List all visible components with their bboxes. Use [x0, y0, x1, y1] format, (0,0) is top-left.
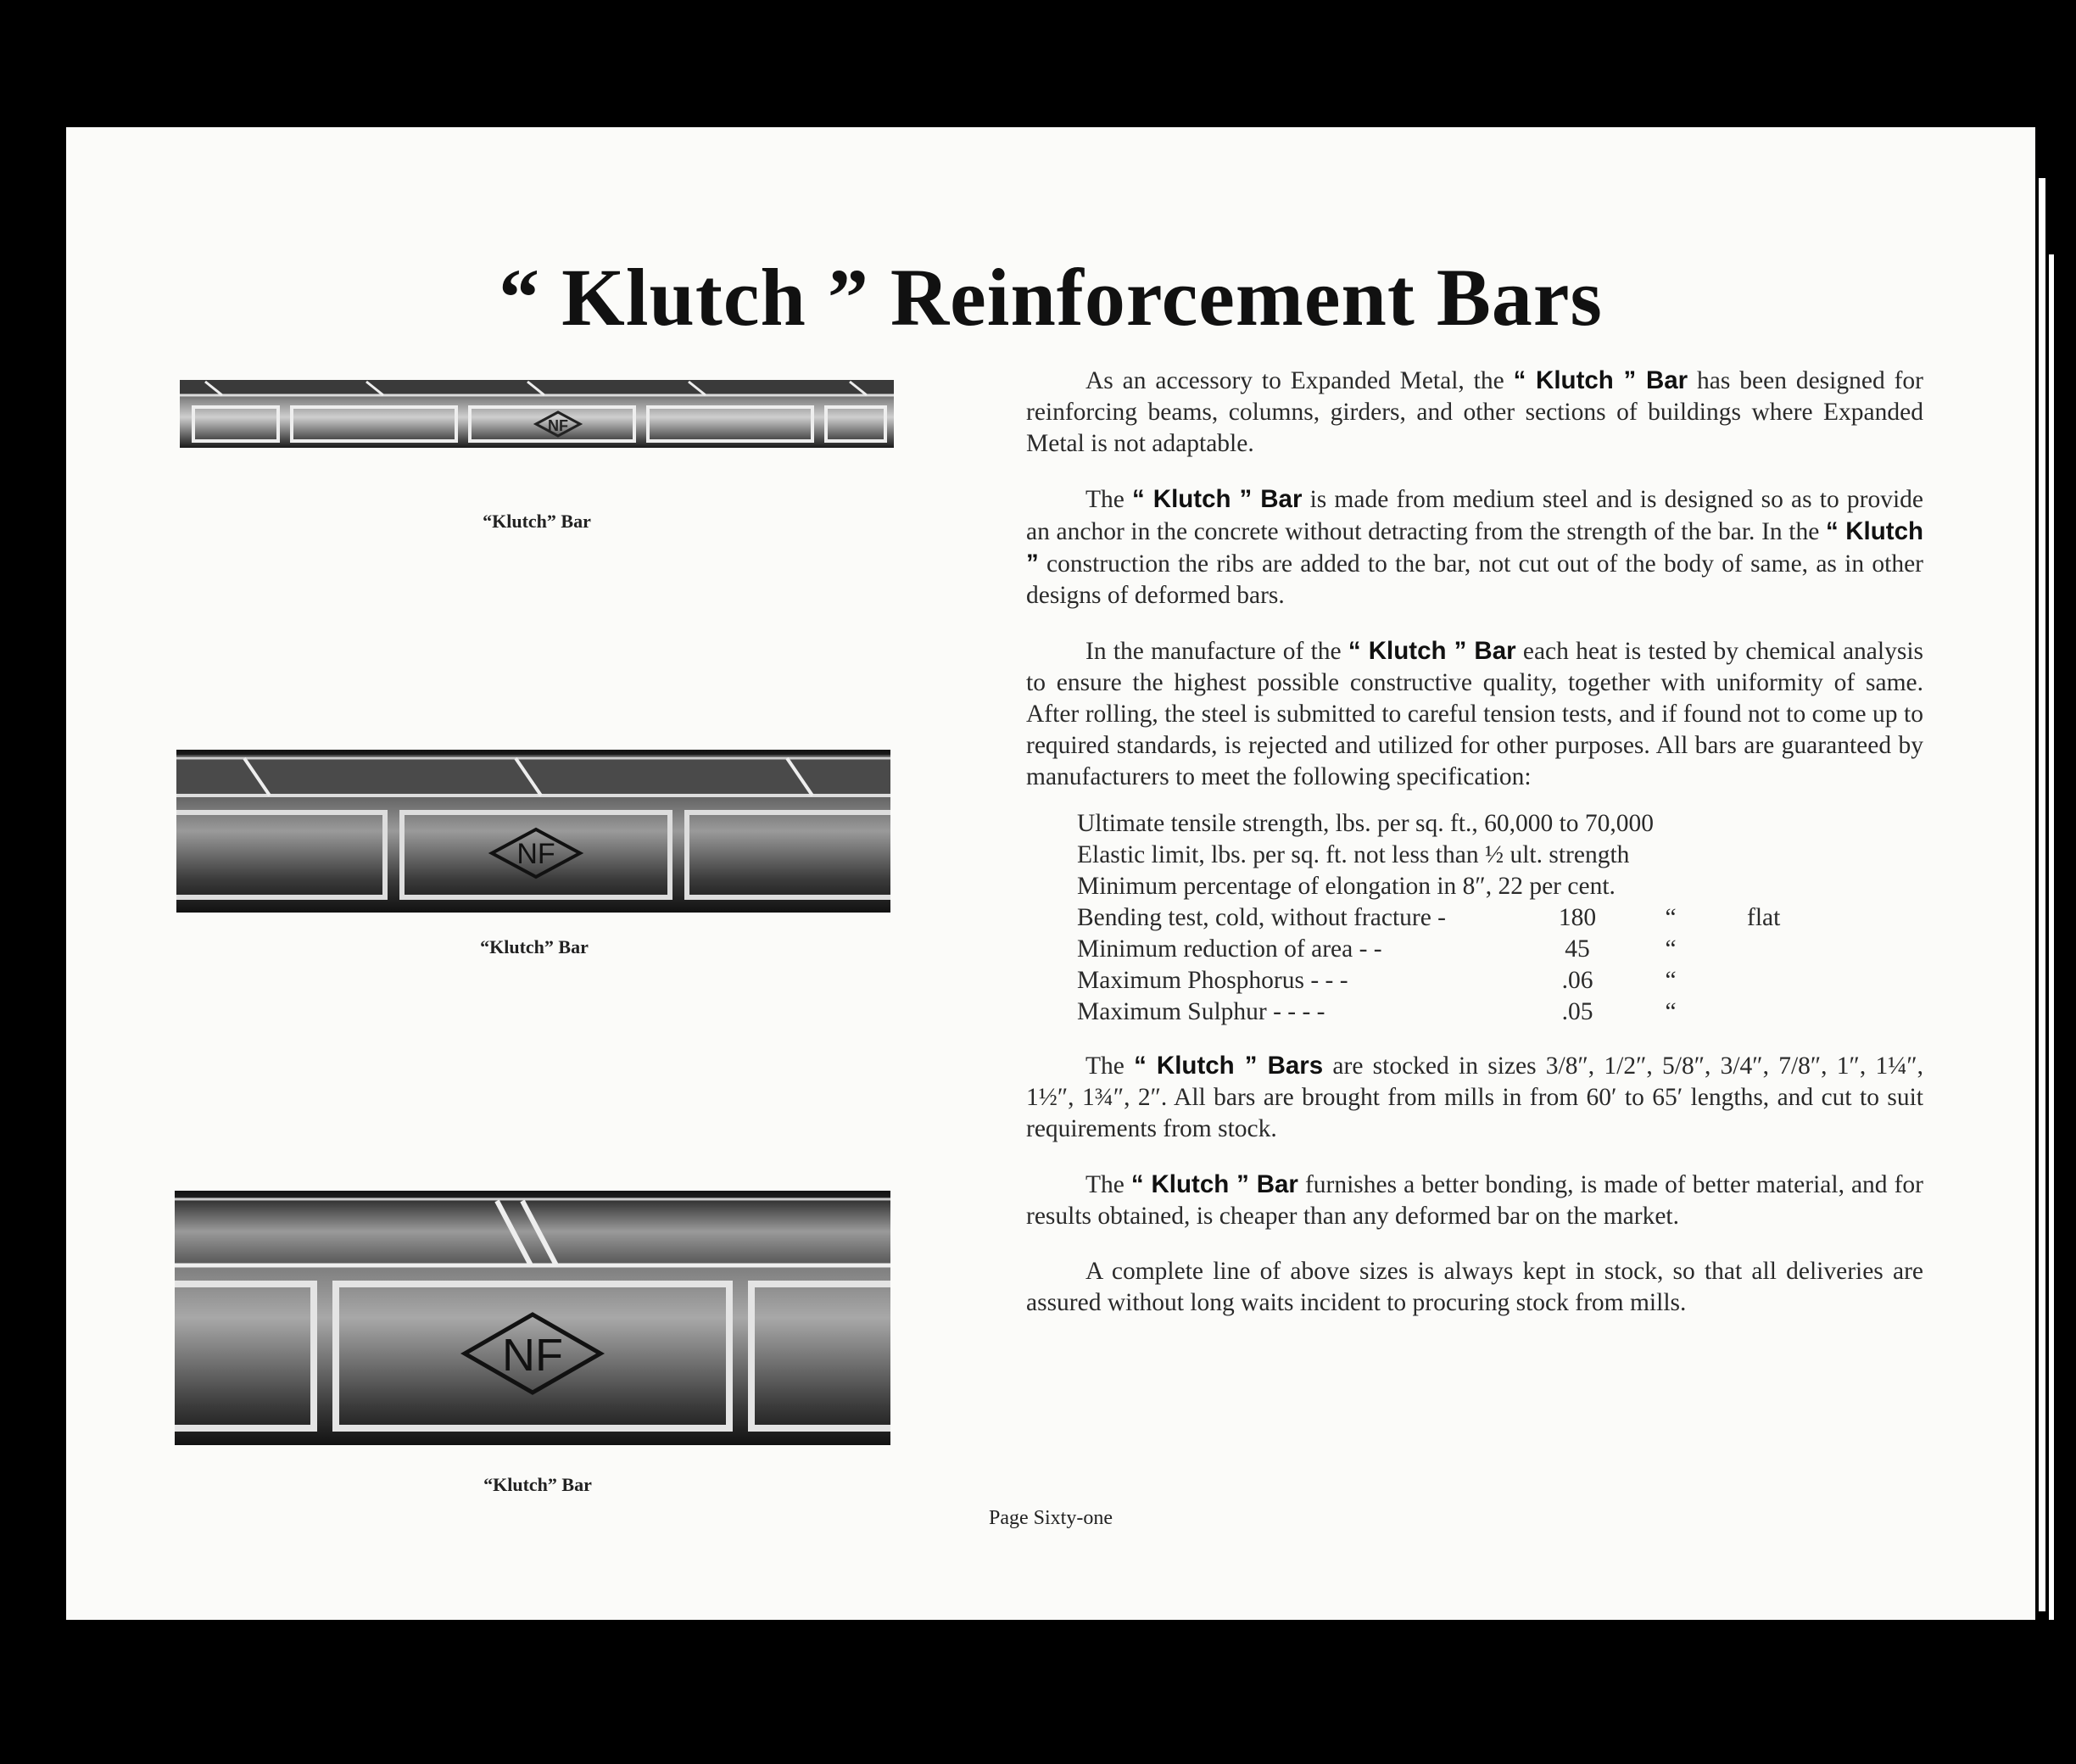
page-edge [2049, 254, 2054, 1620]
spec-row: Ultimate tensile strength, lbs. per sq. ft., 60,000 to 70,000 [1077, 810, 1655, 837]
spec-row: Maximum Phosphorus - - - .06 “ [1077, 967, 1677, 994]
paragraph-accessory: As an accessory to Expanded Metal, the “ Klutch ” Bar has been designed for reinforcing beams, columns, girders, and other sections of buildings where Expanded Metal is not adaptable. [1026, 366, 1923, 457]
nf-logo: NF [516, 838, 555, 870]
page-edge [2039, 178, 2045, 1611]
paragraph-sizes: The “ Klutch ” Bars are stocked in sizes 3/8″, 1/2″, 5/8″, 3/4″, 7/8″, 1″, 1¼″, 1½″, 1¾″, 2″. All bars are brought from mills in from 60′ to 65′ lengths, and cut to suit requirements from stock. [1026, 1052, 1923, 1142]
body-text-column [1026, 365, 1923, 1343]
page-title: “ Klutch ” Reinforcement Bars [499, 252, 1603, 343]
figure-caption: “Klutch” Bar [480, 936, 589, 957]
catalog-page [66, 127, 2035, 1620]
page-number: Page Sixty-one [989, 1507, 1113, 1529]
figure-caption: “Klutch” Bar [483, 1474, 592, 1495]
bar-photo-small [180, 380, 894, 448]
bar-photo-medium [176, 750, 890, 913]
nf-logo: NF [548, 417, 568, 434]
spec-row: Bending test, cold, without fracture - 180 “ flat [1077, 904, 1781, 931]
specification-table [1077, 808, 1923, 1028]
bar-photo-large [175, 1191, 890, 1445]
paragraph-medium-steel: The “ Klutch ” Bar is made from medium steel and is designed so as to provide an anchor in the concrete without detracting from the strength of the bar. In the “ Klutch ” construction the ribs are added to the bar, not cut out of the body of same, as in other designs of deformed bars. [1026, 485, 1923, 609]
paragraph-manufacture: In the manufacture of the “ Klutch ” Bar each heat is tested by chemical analysis to ensure the highest possible constructive quality, together with uniformity of same. After rolling, the steel is submitted to careful tension tests, and if found not to come up to required standards, is rejected and utilized for other purposes. All bars are guaranteed by manufacturers to meet the following specification: [1026, 637, 1924, 790]
figure-caption: “Klutch” Bar [483, 511, 591, 532]
spec-row: Minimum reduction of area - - 45 “ [1077, 935, 1677, 963]
paragraph-bonding: The “ Klutch ” Bar furnishes a better bonding, is made of better material, and for results obtained, is cheaper than any deformed bar on the market. [1026, 1170, 1923, 1230]
spec-row: Elastic limit, lbs. per sq. ft. not less than ½ ult. strength [1077, 841, 1630, 868]
nf-logo: NF [502, 1330, 563, 1381]
spec-row: Maximum Sulphur - - - - .05 “ [1077, 998, 1677, 1025]
paragraph-stock: A complete line of above sizes is always kept in stock, so that all deliveries are assured without long waits incident to procuring stock from mills. [1026, 1258, 1923, 1316]
spec-row: Minimum percentage of elongation in 8″, 22 per cent. [1077, 873, 1616, 900]
